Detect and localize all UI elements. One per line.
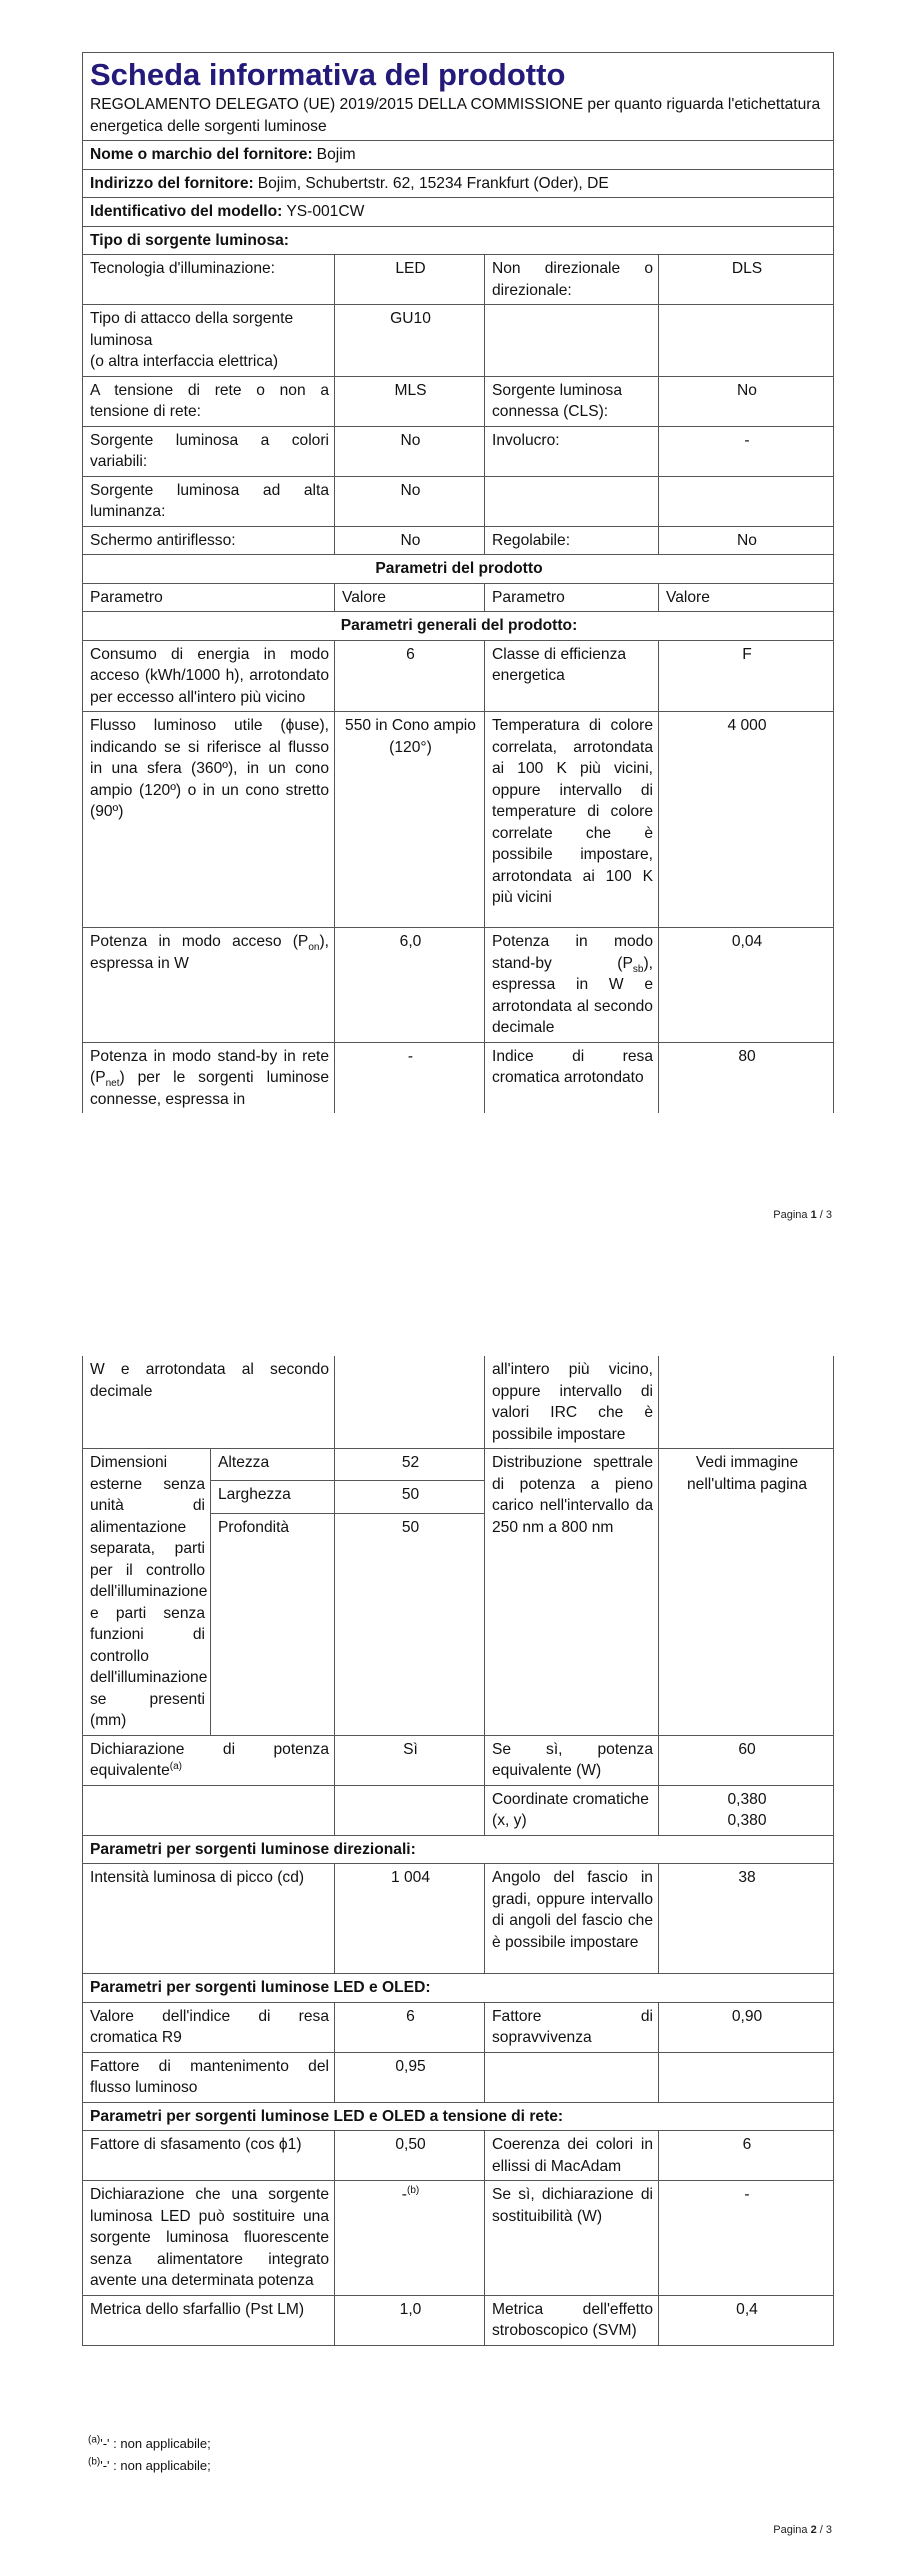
- standby-power-value: 0,04: [659, 928, 834, 1043]
- mains-label: A tensione di rete o non a tensione di rete:: [83, 376, 335, 426]
- equivalent-power-claim-label: Dichiarazione di potenza equivalente$^{(a)}$: [83, 1735, 335, 1785]
- led-mains-params-heading: Parametri per sorgenti luminose LED e OLED a tensione di rete:: [83, 2102, 834, 2131]
- footnote-b: $^{(b)}$'-' : non applicabile;: [88, 2456, 211, 2473]
- supplier-name-row: [83, 141, 834, 170]
- networked-standby-label: Potenza in modo stand-by in rete $(P_{net})$ per le sorgenti luminose connesse, espressa in: [83, 1042, 335, 1113]
- product-sheet-table-page-2: [82, 1356, 834, 2346]
- envelope-label: Involucro:: [485, 426, 659, 476]
- model-id-value: YS-001CW: [286, 203, 365, 220]
- depth-label: Profondità: [211, 1513, 335, 1735]
- colour-consistency-label: Coerenza dei colori in ellissi di MacAdam: [485, 2131, 659, 2181]
- general-params-heading: Parametri generali del prodotto:: [83, 612, 834, 641]
- flicker-metric-label: Metrica dello sfarfallio (Pst LM): [83, 2295, 335, 2345]
- useful-flux-value: 550 in Cono ampio (120°): [335, 712, 485, 928]
- anti-glare-value: No: [335, 526, 485, 555]
- column-header-value: Valore: [659, 583, 834, 612]
- empty-cell: [485, 2052, 659, 2102]
- networked-standby-value: -: [335, 1042, 485, 1113]
- supplier-address-value: Bojim, Schubertstr. 62, 15234 Frankfurt (Oder), DE: [257, 174, 609, 192]
- survival-factor-label: Fattore di sopravvivenza: [485, 2002, 659, 2052]
- empty-cell: [485, 305, 659, 377]
- empty-cell: [335, 1356, 485, 1449]
- height-label: Altezza: [211, 1449, 335, 1481]
- stroboscopic-metric-value: 0,4: [659, 2295, 834, 2345]
- column-header-parameter: Parametro: [83, 583, 335, 612]
- colour-rendering-value: 80: [659, 1042, 834, 1113]
- empty-cell: [659, 2052, 834, 2102]
- colour-tunable-label: Sorgente luminosa a colori variabili:: [83, 426, 335, 476]
- empty-cell: [659, 476, 834, 526]
- height-value: 52: [335, 1449, 485, 1481]
- width-value: 50: [335, 1481, 485, 1513]
- source-type-heading: Tipo di sorgente luminosa:: [83, 226, 834, 255]
- footnote-a: $^{(a)}$'-' : non applicabile;: [88, 2434, 211, 2451]
- led-oled-params-heading: Parametri per sorgenti luminose LED e OLED:: [83, 1974, 834, 2003]
- chromaticity-value: [659, 1785, 834, 1835]
- anti-glare-label: Schermo antiriflesso:: [83, 526, 335, 555]
- cap-type-value: GU10: [335, 305, 485, 377]
- dimmable-label: Regolabile:: [485, 526, 659, 555]
- beam-angle-value: 38: [659, 1864, 834, 1974]
- empty-cell: [335, 1785, 485, 1835]
- fluorescent-replacement-value: -$^{(b)}$: [335, 2181, 485, 2296]
- mains-value: MLS: [335, 376, 485, 426]
- useful-flux-label: Flusso luminoso utile (ϕuse), indicando se si riferisce al flusso in una sfera (360º), in un cono ampio (120º) o in un cono stretto (90º): [83, 712, 335, 928]
- cap-type-label: Tipo di attacco della sorgente luminosa: [90, 310, 294, 349]
- equivalent-power-label: Se sì, potenza equivalente (W): [485, 1735, 659, 1785]
- width-label: Larghezza: [211, 1481, 335, 1513]
- page-2: [0, 1245, 905, 2560]
- lighting-technology-value: LED: [335, 255, 485, 305]
- displacement-factor-label: Fattore di sfasamento (cos ϕ1): [83, 2131, 335, 2181]
- supplier-address-row: [83, 169, 834, 198]
- energy-consumption-value: 6: [335, 640, 485, 712]
- colour-tunable-value: No: [335, 426, 485, 476]
- page-title: Scheda informativa del prodotto: [90, 57, 566, 92]
- beam-angle-label: Angolo del fascio in gradi, oppure intervallo di angoli del fascio che è possibile impostare: [485, 1864, 659, 1974]
- dimmable-value: No: [659, 526, 834, 555]
- model-id-label: Identificativo del modello:: [90, 203, 283, 220]
- supplier-name-label: Nome o marchio del fornitore:: [90, 146, 313, 163]
- survival-factor-value: 0,90: [659, 2002, 834, 2052]
- r9-value: 6: [335, 2002, 485, 2052]
- energy-consumption-label: Consumo di energia in modo acceso (kWh/1000 h), arrotondato per eccesso all'intero più vicino: [83, 640, 335, 712]
- directional-params-heading: Parametri per sorgenti luminose direzionali:: [83, 1835, 834, 1864]
- equivalent-power-claim-value: Sì: [335, 1735, 485, 1785]
- equivalent-power-value: 60: [659, 1735, 834, 1785]
- high-luminance-value: No: [335, 476, 485, 526]
- energy-class-label: Classe di efficienza energetica: [485, 640, 659, 712]
- empty-cell: [659, 1356, 834, 1449]
- on-mode-power-label: Potenza in modo acceso $(P_{on})$, espressa in W: [83, 928, 335, 1043]
- replacement-power-label: Se sì, dichiarazione di sostituibilità (W): [485, 2181, 659, 2296]
- networked-standby-label-cont: W e arrotondata al secondo decimale: [83, 1356, 335, 1449]
- high-luminance-label: Sorgente luminosa ad alta luminanza:: [83, 476, 335, 526]
- model-id-row: [83, 198, 834, 227]
- lumen-maintenance-value: 0,95: [335, 2052, 485, 2102]
- empty-cell: [659, 305, 834, 377]
- dimensions-label: Dimensioni esterne senza unità di alimentazione separata, parti per il controllo dell'illuminazione e parti senza funzioni di controllo dell'illuminazione se presenti (mm): [83, 1449, 211, 1736]
- cap-type-sublabel: (o altra interfaccia elettrica): [90, 353, 279, 370]
- energy-class-value: F: [659, 640, 834, 712]
- header-cell: [83, 53, 834, 141]
- product-params-heading: Parametri del prodotto: [83, 555, 834, 584]
- chromaticity-y: 0,380: [727, 1812, 767, 1829]
- depth-value: 50: [335, 1513, 485, 1735]
- regulation-subtitle: REGOLAMENTO DELEGATO (UE) 2019/2015 DELLA COMMISSIONE per quanto riguarda l'etichettatura energetica delle sorgenti luminose: [90, 96, 821, 135]
- colour-consistency-value: 6: [659, 2131, 834, 2181]
- lighting-technology-label: Tecnologia d'illuminazione:: [83, 255, 335, 305]
- chromaticity-label: Coordinate cromatiche (x, y): [485, 1785, 659, 1835]
- colour-temperature-value: 4 000: [659, 712, 834, 928]
- page-number-1: Pagina 1 / 3: [773, 1209, 832, 1221]
- displacement-factor-value: 0,50: [335, 2131, 485, 2181]
- colour-rendering-label: Indice di resa cromatica arrotondato: [485, 1042, 659, 1113]
- cap-type-label-cell: [83, 305, 335, 377]
- empty-cell: [485, 476, 659, 526]
- spectral-distribution-value: Vedi immagine nell'ultima pagina: [659, 1449, 834, 1736]
- directional-value: DLS: [659, 255, 834, 305]
- page-1: [0, 0, 905, 1245]
- peak-intensity-value: 1 004: [335, 1864, 485, 1974]
- r9-label: Valore dell'indice di resa cromatica R9: [83, 2002, 335, 2052]
- envelope-value: -: [659, 426, 834, 476]
- lumen-maintenance-label: Fattore di mantenimento del flusso luminoso: [83, 2052, 335, 2102]
- column-header-parameter: Parametro: [485, 583, 659, 612]
- stroboscopic-metric-label: Metrica dell'effetto stroboscopico (SVM): [485, 2295, 659, 2345]
- colour-temperature-label: Temperatura di colore correlata, arrotondata ai 100 K più vicini, oppure intervallo di temperature di colore correlate che è possibile impostare, arrotondata ai 100 K più vicini: [485, 712, 659, 928]
- page-number-2: Pagina 2 / 3: [773, 2524, 832, 2536]
- chromaticity-x: 0,380: [727, 1790, 767, 1808]
- connected-source-label: Sorgente luminosa connessa (CLS):: [485, 376, 659, 426]
- on-mode-power-value: 6,0: [335, 928, 485, 1043]
- directional-label: Non direzionale o direzionale:: [485, 255, 659, 305]
- standby-power-label: Potenza in modo stand-by $(P_{sb})$, espressa in W e arrotondata al secondo decimale: [485, 928, 659, 1043]
- column-header-value: Valore: [335, 583, 485, 612]
- colour-rendering-label-cont: all'intero più vicino, oppure intervallo di valori IRC che è possibile impostare: [485, 1356, 659, 1449]
- empty-cell: [83, 1785, 335, 1835]
- fluorescent-replacement-label: Dichiarazione che una sorgente luminosa LED può sostituire una sorgente luminosa fluorescente senza alimentatore integrato avente una determinata potenza: [83, 2181, 335, 2296]
- supplier-address-label: Indirizzo del fornitore:: [90, 174, 254, 192]
- spectral-distribution-label: Distribuzione spettrale di potenza a pieno carico nell'intervallo da 250 nm a 800 nm: [485, 1449, 659, 1736]
- flicker-metric-value: 1,0: [335, 2295, 485, 2345]
- supplier-name-value: Bojim: [316, 146, 356, 163]
- replacement-power-value: -: [659, 2181, 834, 2296]
- connected-source-value: No: [659, 376, 834, 426]
- product-sheet-table-page-1: [82, 52, 834, 1113]
- peak-intensity-label: Intensità luminosa di picco (cd): [83, 1864, 335, 1974]
